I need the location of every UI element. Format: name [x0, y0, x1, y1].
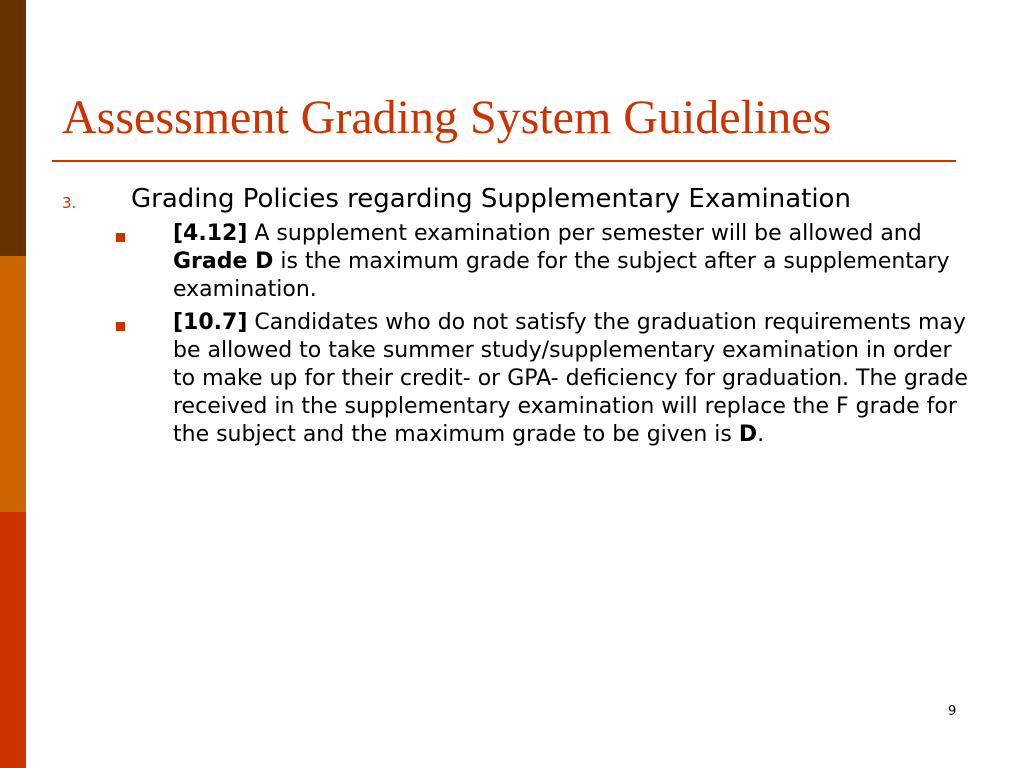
bold-term: Grade D	[173, 249, 274, 274]
bold-term: D	[738, 422, 758, 447]
rule-reference: [10.7]	[173, 310, 248, 335]
slide-title: Assessment Grading System Guidelines	[62, 91, 832, 144]
sidebar-band-dark	[0, 0, 26, 256]
list-number: 3.	[62, 194, 77, 212]
bullet-text: is the maximum grade for the subject after a supplementary examination.	[173, 249, 950, 302]
square-bullet-icon	[116, 233, 125, 242]
bullet-text: Candidates who do not satisfy the graduation requirements may be allowed to take summer study/supplementary examination in order to make up for their credit- or GPA- deficiency for graduation. The grade received in the supplementary examination will replace the F grade for the subject and the maximum grade to be given is	[173, 310, 968, 447]
bullet-item	[173, 309, 973, 449]
section-heading: Grading Policies regarding Supplementary Examination	[131, 184, 851, 214]
page-number: 9	[948, 704, 957, 719]
title-divider	[52, 160, 956, 162]
sidebar-band-red	[0, 512, 26, 768]
rule-reference: [4.12]	[173, 221, 248, 246]
sidebar-band-orange	[0, 256, 26, 512]
bullet-text: .	[757, 422, 765, 447]
bullet-text: A supplement examination per semester will be allowed and	[247, 221, 922, 246]
square-bullet-icon	[116, 322, 125, 331]
bullet-item	[173, 220, 973, 304]
